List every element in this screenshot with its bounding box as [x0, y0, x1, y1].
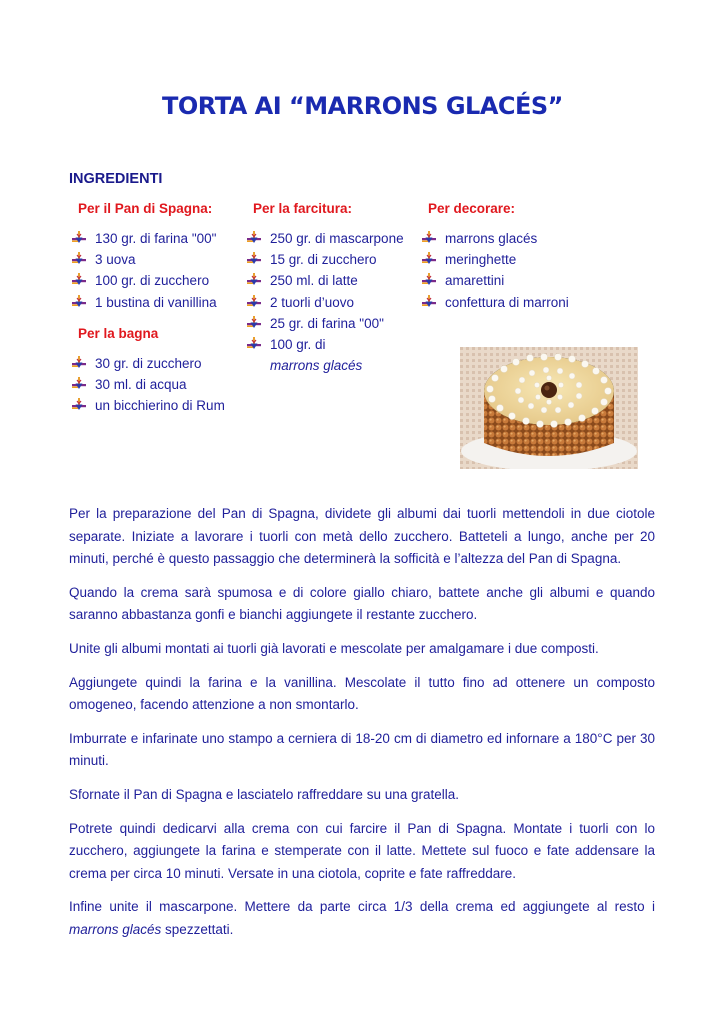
list-item: 250 ml. di latte: [244, 270, 404, 291]
list-item: 30 ml. di acqua: [69, 374, 225, 395]
list-item: confettura di marroni: [419, 292, 569, 313]
arrow-bullet-icon: [72, 252, 86, 266]
arrow-bullet-icon: [72, 398, 86, 412]
list-item: 3 uova: [69, 249, 225, 270]
arrow-bullet-icon: [72, 231, 86, 245]
paragraph: Quando la crema sarà spumosa e di colore giallo chiaro, battete anche gli albumi e quando saranno abbastanza gonfi e bianchi aggiungete il restante zucchero.: [69, 584, 655, 623]
list-item: 1 bustina di vanillina: [69, 292, 225, 313]
arrow-bullet-icon: [72, 295, 86, 309]
arrow-bullet-icon: [72, 273, 86, 287]
arrow-bullet-icon: [72, 356, 86, 370]
list-item: 130 gr. di farina "00": [69, 228, 225, 249]
list-item: 100 gr. di: [244, 334, 404, 355]
arrow-bullet-icon: [247, 295, 261, 309]
column-farcitura: [244, 200, 404, 376]
ingredients-heading: INGREDIENTI: [69, 171, 163, 187]
arrow-bullet-icon: [422, 252, 436, 266]
pan-di-spagna-heading: Per il Pan di Spagna:: [78, 201, 213, 216]
recipe-instructions: [69, 503, 655, 953]
paragraph: Unite gli albumi montati ai tuorli già lavorati e mescolate per amalgamare i due composti.: [69, 640, 599, 656]
paragraph: Sfornate il Pan di Spagna e lasciatelo raffreddare su una gratella.: [69, 786, 460, 802]
bagna-heading: Per la bagna: [78, 325, 159, 341]
list-item: meringhette: [419, 249, 569, 270]
paragraph: Imburrate e infarinate uno stampo a cerniera di 18-20 cm di diametro ed infornare a 180°C per 30 minuti.: [69, 730, 655, 769]
list-item: 30 gr. di zucchero: [69, 353, 225, 374]
list-item: 100 gr. di zucchero: [69, 270, 225, 291]
arrow-bullet-icon: [422, 231, 436, 245]
list-item: 250 gr. di mascarpone: [244, 228, 404, 249]
column-pan-di-spagna: [69, 200, 225, 416]
list-item: amarettini: [419, 270, 569, 291]
arrow-bullet-icon: [247, 273, 261, 287]
decorare-heading: Per decorare:: [428, 201, 516, 216]
farcitura-list: [244, 228, 404, 355]
arrow-bullet-icon: [247, 316, 261, 330]
arrow-bullet-icon: [422, 295, 436, 309]
arrow-bullet-icon: [247, 252, 261, 266]
list-item: 15 gr. di zucchero: [244, 249, 404, 270]
paragraph: Potrete quindi dedicarvi alla crema con cui farcire il Pan di Spagna. Montate i tuorli con lo zucchero, aggiungete la farina e stemperate con il latte. Mettete sul fuoco e fate addensare la crema per circa 10 minuti. Versate in una ciotola, coprite e fate raffreddare.: [69, 820, 655, 881]
farcitura-item-continuation: marrons glacés: [270, 358, 363, 374]
pan-di-spagna-list: [69, 228, 225, 313]
arrow-bullet-icon: [422, 273, 436, 287]
bagna-list: [69, 353, 225, 417]
column-decorare: [419, 200, 569, 313]
arrow-bullet-icon: [247, 337, 261, 351]
arrow-bullet-icon: [72, 377, 86, 391]
list-item: marrons glacés: [419, 228, 569, 249]
paragraph: Aggiungete quindi la farina e la vanillina. Mescolate il tutto fino ad ottenere un composto omogeneo, facendo attenzione a non smontarlo.: [69, 674, 655, 713]
decorare-list: [419, 228, 569, 313]
cake-photo: [460, 347, 638, 469]
list-item: 25 gr. di farina "00": [244, 313, 404, 334]
list-item: 2 tuorli d’uovo: [244, 292, 404, 313]
paragraph-last: Infine unite il mascarpone. Mettere da parte circa 1/3 della crema ed aggiungete al resto i marrons glacés spezzettati.: [69, 899, 655, 937]
arrow-bullet-icon: [247, 231, 261, 245]
farcitura-heading: Per la farcitura:: [253, 201, 353, 216]
paragraph: Per la preparazione del Pan di Spagna, dividete gli albumi dai tuorli mettendoli in due ciotole separate. Iniziate a lavorare i tuorli con metà dello zucchero. Batteteli a lungo, anche per 20 minuti, perché è questo passaggio che determinerà la sofficità e l’altezza del Pan di Spagna.: [69, 506, 655, 567]
page-title: TORTA AI “MARRONS GLACÉS”: [162, 92, 563, 120]
list-item: un bicchierino di Rum: [69, 395, 225, 416]
